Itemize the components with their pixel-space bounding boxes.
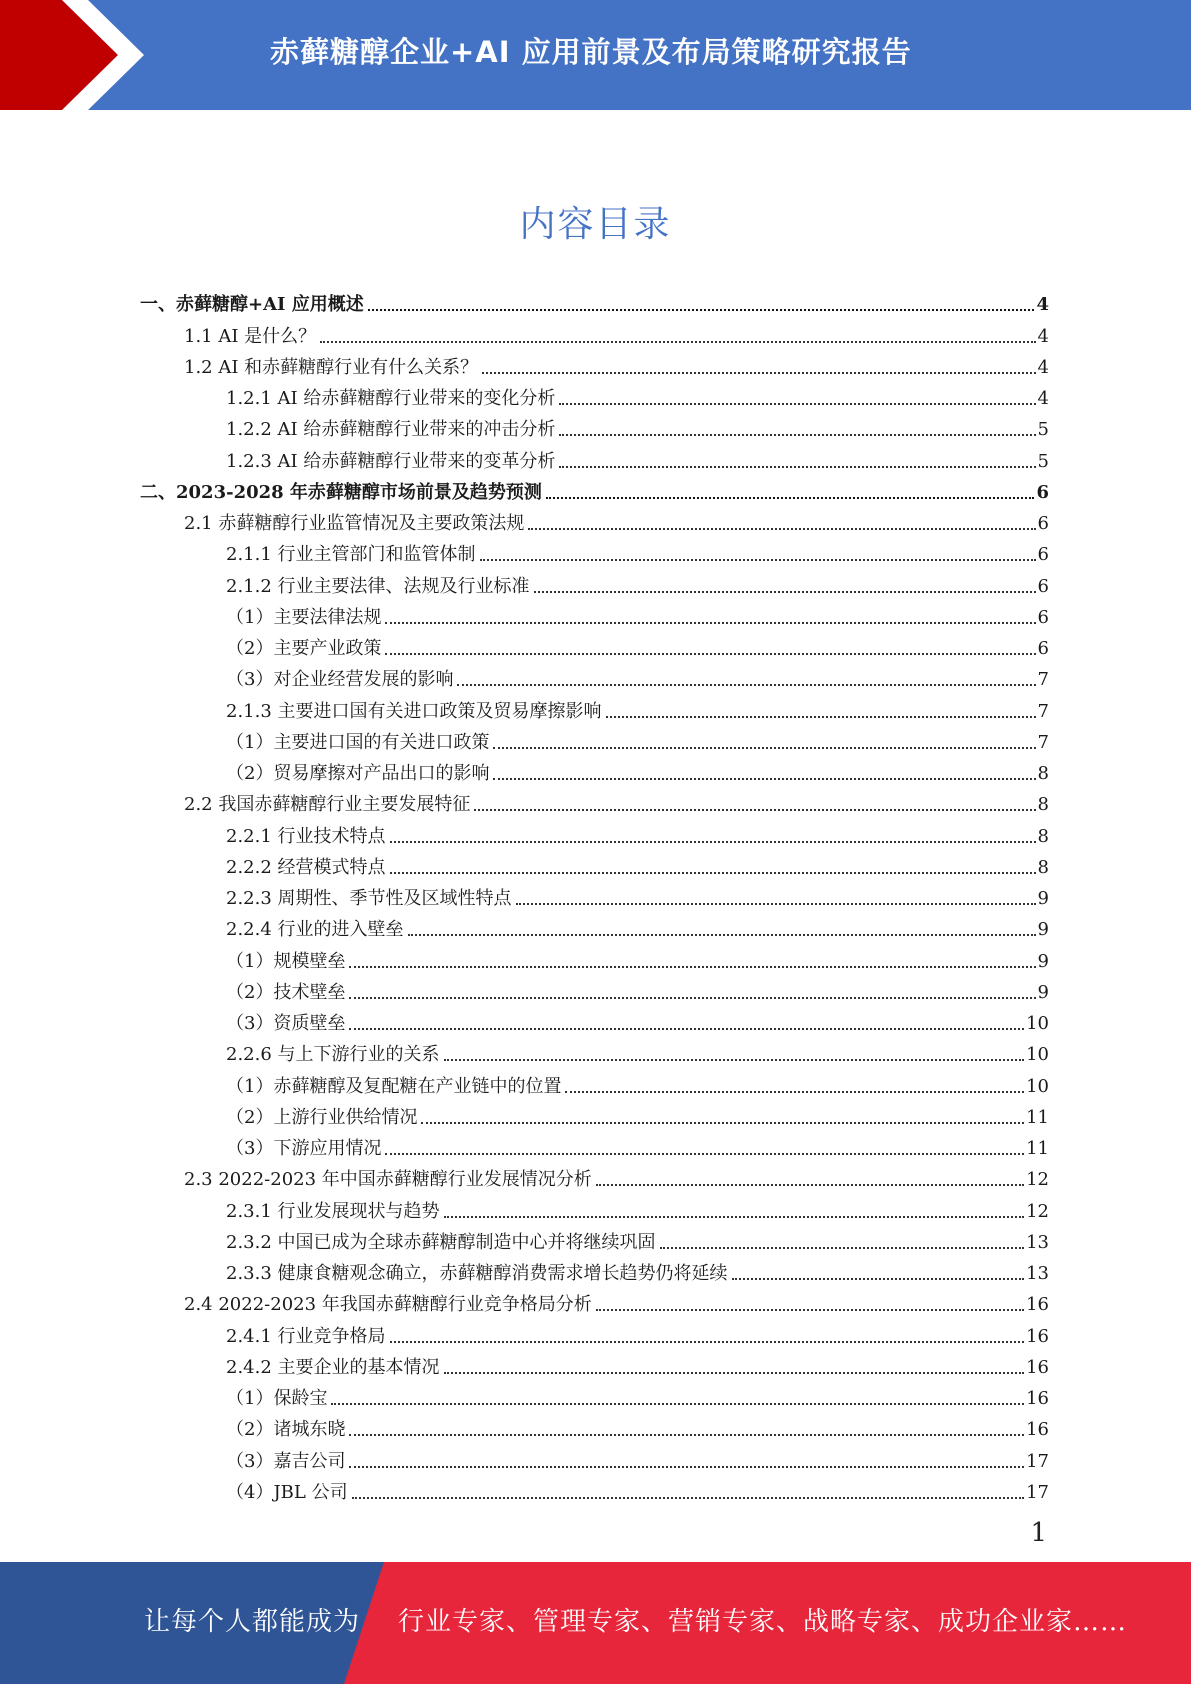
toc-leader-dots	[480, 559, 1036, 561]
toc-leader-dots	[596, 1309, 1024, 1311]
toc-entry[interactable]	[140, 504, 1049, 535]
toc-entry-page: 7	[1037, 669, 1049, 691]
toc-entry-title: （2）诸城东晓	[226, 1419, 346, 1441]
toc-entry-title: 2.2.2 经营模式特点	[226, 856, 386, 878]
toc-leader-dots	[444, 1059, 1025, 1061]
toc-entry-title: （2）贸易摩擦对产品出口的影响	[226, 763, 490, 784]
toc-leader-dots	[368, 309, 1035, 311]
toc-entry-title: （2）技术壁垒	[226, 981, 346, 1003]
toc-entry-page: 8	[1037, 825, 1049, 847]
toc-entry-page: 12	[1026, 1169, 1049, 1191]
toc-entry[interactable]	[140, 660, 1049, 691]
toc-leader-dots	[349, 1434, 1024, 1436]
toc-leader-dots	[516, 903, 1036, 905]
toc-entry-title: 1.2.2 AI 给赤藓糖醇行业带来的冲击分析	[226, 419, 556, 441]
toc-leader-dots	[565, 1091, 1024, 1093]
toc-entry-page: 4	[1037, 388, 1049, 409]
toc-entry-page: 4	[1037, 356, 1049, 378]
toc-entry-page: 10	[1026, 1013, 1049, 1034]
toc-entry[interactable]	[140, 1441, 1049, 1472]
toc-entry-title: （3）嘉吉公司	[226, 1450, 346, 1472]
report-title: 赤藓糖醇企业+AI 应用前景及布局策略研究报告	[270, 35, 912, 69]
toc-entry-title: 2.2.6 与上下游行业的关系	[226, 1044, 440, 1066]
toc-entry-page: 16	[1026, 1419, 1049, 1441]
toc-entry[interactable]	[140, 1223, 1049, 1254]
toc-entry[interactable]	[140, 316, 1049, 347]
toc-leader-dots	[331, 1403, 1024, 1405]
toc-leader-dots	[349, 1466, 1024, 1468]
toc-leader-dots	[606, 716, 1036, 718]
toc-leader-dots	[320, 341, 1035, 343]
toc-entry-page: 16	[1026, 1356, 1049, 1378]
toc-leader-dots	[349, 966, 1035, 968]
toc-entry-title: 1.2 AI 和赤藓糖醇行业有什么关系？	[184, 356, 479, 378]
toc-leader-dots	[546, 497, 1035, 499]
toc-entry[interactable]	[140, 879, 1049, 910]
toc-entry-page: 13	[1026, 1263, 1049, 1284]
toc-entry-title: 1.1 AI 是什么？	[184, 325, 317, 347]
toc-entry-title: （1）赤藓糖醇及复配糖在产业链中的位置	[226, 1075, 562, 1097]
toc-entry-title: 2.2 我国赤藓糖醇行业主要发展特征	[184, 794, 471, 816]
toc-leader-dots	[421, 1122, 1024, 1124]
toc-leader-dots	[559, 466, 1035, 468]
toc-leader-dots	[596, 1184, 1024, 1186]
toc-entry-title: （1）规模壁垒	[226, 950, 346, 972]
toc-entry-title: 2.2.4 行业的进入壁垒	[226, 919, 404, 941]
toc-entry[interactable]	[140, 1348, 1049, 1379]
toc-entry-page: 7	[1037, 700, 1049, 722]
toc-leader-dots	[349, 1028, 1024, 1030]
toc-entry[interactable]	[140, 1254, 1049, 1285]
toc-entry-page: 4	[1036, 294, 1049, 316]
toc-heading: 内容目录	[519, 204, 672, 245]
toc-entry-page: 5	[1037, 419, 1049, 441]
toc-entry[interactable]	[140, 973, 1049, 1004]
toc-leader-dots	[390, 872, 1036, 874]
toc-entry[interactable]	[140, 441, 1049, 472]
toc-entry-page: 9	[1037, 950, 1049, 972]
toc-leader-dots	[352, 1497, 1025, 1499]
toc-entry-title: （4）JBL 公司	[226, 1481, 348, 1503]
page-footer	[0, 1562, 1191, 1684]
toc-entry-title: （2）主要产业政策	[226, 638, 382, 659]
toc-entry[interactable]	[140, 1160, 1049, 1191]
toc-entry[interactable]	[140, 723, 1049, 754]
toc-entry[interactable]	[140, 848, 1049, 879]
toc-entry-page: 6	[1037, 544, 1049, 566]
red-chevron-decoration	[0, 0, 160, 110]
toc-entry-title: 2.3.3 健康食糖观念确立，赤藓糖醇消费需求增长趋势仍将延续	[226, 1263, 728, 1284]
toc-entry-title: 2.4.2 主要企业的基本情况	[226, 1356, 440, 1378]
toc-entry[interactable]	[140, 910, 1049, 941]
toc-entry-page: 7	[1037, 731, 1049, 753]
toc-entry-page: 4	[1037, 325, 1049, 347]
toc-entry-title: 2.1.3 主要进口国有关进口政策及贸易摩擦影响	[226, 700, 602, 722]
toc-entry[interactable]	[140, 1473, 1049, 1504]
footer-tagline: 行业专家、管理专家、营销专家、战略专家、成功企业家……	[398, 1607, 1128, 1637]
toc-entry-page: 17	[1026, 1481, 1049, 1503]
toc-entry[interactable]	[140, 754, 1049, 785]
toc-leader-dots	[528, 528, 1035, 530]
toc-leader-dots	[493, 747, 1035, 749]
toc-entry[interactable]	[140, 348, 1049, 379]
toc-entry-title: （3）对企业经营发展的影响	[226, 669, 454, 691]
page-number: 1	[1030, 1518, 1047, 1548]
toc-entry[interactable]	[140, 785, 1049, 816]
toc-entry[interactable]	[140, 1316, 1049, 1347]
toc-entry-page: 5	[1037, 450, 1049, 472]
toc-leader-dots	[390, 841, 1036, 843]
toc-entry-title: 2.1 赤藓糖醇行业监管情况及主要政策法规	[184, 513, 525, 534]
toc-entry[interactable]	[140, 1066, 1049, 1097]
toc-entry-page: 16	[1026, 1325, 1049, 1347]
toc-entry-page: 17	[1026, 1450, 1049, 1472]
toc-entry-page: 16	[1026, 1294, 1049, 1316]
toc-entry-title: 2.4.1 行业竞争格局	[226, 1325, 386, 1347]
toc-entry-page: 11	[1026, 1106, 1049, 1128]
toc-entry[interactable]	[140, 941, 1049, 972]
toc-entry-title: 2.2.1 行业技术特点	[226, 825, 386, 847]
toc-entry-page: 9	[1037, 888, 1049, 909]
toc-entry[interactable]	[140, 535, 1049, 566]
toc-entry-title: （1）主要法律法规	[226, 606, 382, 628]
toc-entry-page: 6	[1037, 513, 1049, 534]
toc-leader-dots	[534, 591, 1036, 593]
toc-entry-page: 6	[1037, 638, 1049, 659]
toc-entry[interactable]	[140, 566, 1049, 597]
toc-leader-dots	[457, 684, 1035, 686]
toc-leader-dots	[482, 372, 1035, 374]
toc-entry[interactable]	[140, 1098, 1049, 1129]
toc-entry-page: 12	[1026, 1200, 1049, 1222]
footer-slogan: 让每个人都能成为	[144, 1607, 361, 1637]
toc-entry-page: 11	[1026, 1138, 1049, 1159]
toc-entry-page: 6	[1037, 606, 1049, 628]
toc-entry-title: （3）下游应用情况	[226, 1138, 382, 1159]
toc-leader-dots	[559, 434, 1035, 436]
toc-entry[interactable]	[140, 379, 1049, 410]
toc-entry-page: 9	[1037, 981, 1049, 1003]
toc-entry[interactable]	[140, 285, 1049, 316]
toc-entry[interactable]	[140, 816, 1049, 847]
toc-leader-dots	[385, 622, 1035, 624]
toc-leader-dots	[474, 809, 1035, 811]
toc-entry-title: 2.3 2022-2023 年中国赤藓糖醇行业发展情况分析	[184, 1169, 592, 1191]
toc-entry-page: 6	[1036, 481, 1049, 503]
toc-leader-dots	[385, 653, 1035, 655]
toc-entry[interactable]	[140, 1285, 1049, 1316]
toc-entry[interactable]	[140, 1004, 1049, 1035]
toc-entry-title: 2.3.2 中国已成为全球赤藓糖醇制造中心并将继续巩固	[226, 1231, 656, 1253]
toc-leader-dots	[444, 1216, 1025, 1218]
toc-entry[interactable]	[140, 629, 1049, 660]
toc-leader-dots	[559, 403, 1035, 405]
table-of-contents	[140, 285, 1049, 1504]
toc-entry[interactable]	[140, 1410, 1049, 1441]
toc-leader-dots	[660, 1247, 1025, 1249]
toc-entry-title: 2.1.2 行业主要法律、法规及行业标准	[226, 575, 530, 597]
toc-entry-title: 2.4 2022-2023 年我国赤藓糖醇行业竞争格局分析	[184, 1294, 592, 1316]
page-header	[0, 0, 1191, 110]
toc-entry-title: （1）保龄宝	[226, 1388, 328, 1409]
toc-entry-page: 8	[1037, 856, 1049, 878]
toc-entry[interactable]	[140, 1379, 1049, 1410]
toc-entry-page: 9	[1037, 919, 1049, 941]
toc-entry-title: （2）上游行业供给情况	[226, 1106, 418, 1128]
toc-entry-page: 10	[1026, 1075, 1049, 1097]
toc-entry-title: （3）资质壁垒	[226, 1013, 346, 1034]
toc-leader-dots	[390, 1341, 1025, 1343]
toc-entry-page: 8	[1037, 794, 1049, 816]
toc-entry-title: 2.2.3 周期性、季节性及区域性特点	[226, 888, 512, 909]
toc-entry-title: 一、赤藓糖醇+AI 应用概述	[140, 294, 364, 316]
toc-entry-title: （1）主要进口国的有关进口政策	[226, 731, 490, 753]
toc-entry-title: 2.3.1 行业发展现状与趋势	[226, 1200, 440, 1222]
toc-leader-dots	[493, 778, 1035, 780]
toc-entry-page: 16	[1026, 1388, 1049, 1409]
toc-entry[interactable]	[140, 410, 1049, 441]
toc-entry[interactable]	[140, 1191, 1049, 1222]
toc-entry-title: 1.2.1 AI 给赤藓糖醇行业带来的变化分析	[226, 388, 556, 409]
toc-entry-title: 2.1.1 行业主管部门和监管体制	[226, 544, 476, 566]
toc-entry[interactable]	[140, 1035, 1049, 1066]
toc-leader-dots	[349, 997, 1035, 999]
toc-entry[interactable]	[140, 1129, 1049, 1160]
toc-entry-page: 10	[1026, 1044, 1049, 1066]
toc-entry[interactable]	[140, 691, 1049, 722]
toc-entry-title: 二、2023-2028 年赤藓糖醇市场前景及趋势预测	[140, 481, 542, 503]
toc-leader-dots	[385, 1153, 1024, 1155]
toc-entry-page: 13	[1026, 1231, 1049, 1253]
toc-entry[interactable]	[140, 598, 1049, 629]
toc-entry-title: 1.2.3 AI 给赤藓糖醇行业带来的变革分析	[226, 450, 556, 472]
toc-leader-dots	[408, 934, 1036, 936]
toc-entry-page: 6	[1037, 575, 1049, 597]
toc-entry[interactable]	[140, 473, 1049, 504]
toc-leader-dots	[444, 1372, 1025, 1374]
toc-leader-dots	[732, 1278, 1025, 1280]
toc-entry-page: 8	[1037, 763, 1049, 784]
